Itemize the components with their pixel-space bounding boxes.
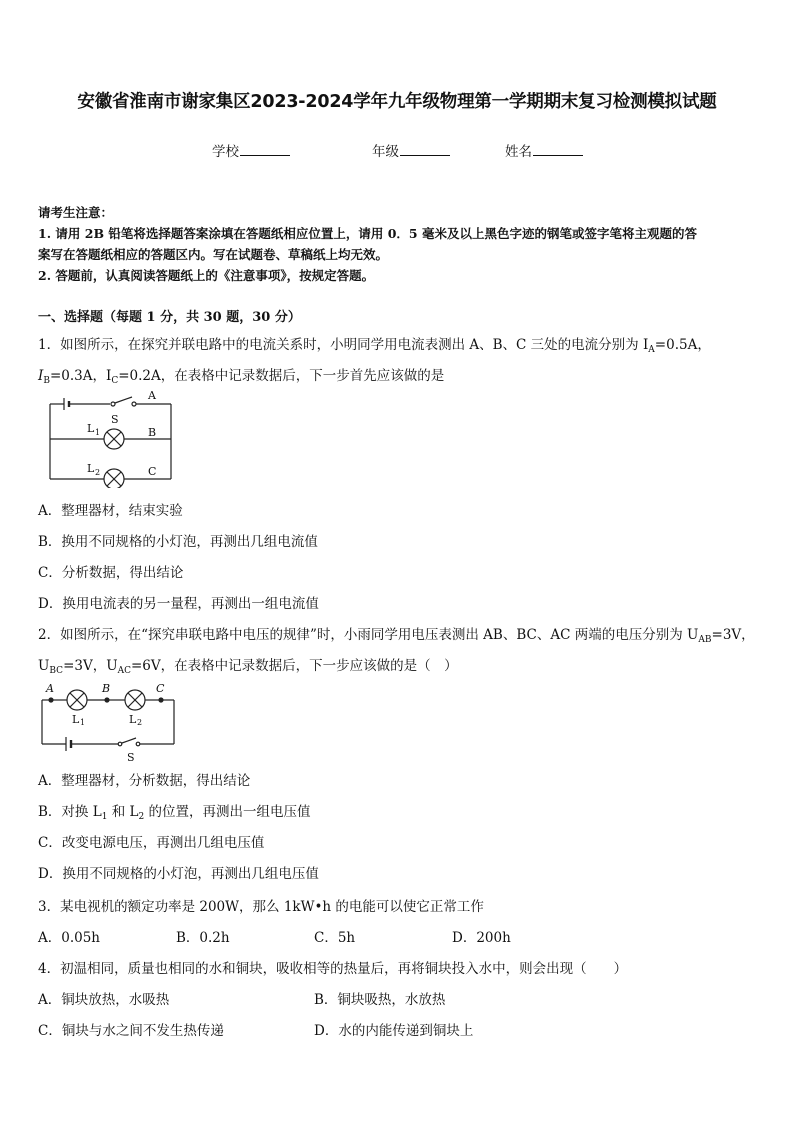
q2-option-d: D．换用不同规格的小灯泡，再测出几组电压值 (38, 866, 319, 882)
school-blank (240, 143, 290, 156)
grade-blank (400, 143, 450, 156)
q1-line1-tail: =0.5A， (654, 337, 711, 353)
q2-fig-l2: L (129, 713, 137, 726)
q2-option-b-pre: B．对换 L (38, 804, 102, 820)
q3-option-c: C．5h (314, 930, 356, 946)
notice-item2: 2. 答题前，认真阅读答题纸上的《注意事项》，按规定答题。 (38, 268, 375, 283)
q3-option-a: A．0.05h (38, 930, 101, 946)
q2-line1 (38, 623, 755, 645)
q1-line1 (38, 333, 711, 355)
node-a (49, 698, 53, 702)
q3-line: 3．某电视机的额定功率是 200W，那么 1kW•h 的电能可以使它正常工作 (38, 899, 484, 915)
q2-sub-ab: AB (698, 635, 712, 645)
switch-contact-left (111, 402, 115, 406)
q1-option-c: C．分析数据，得出结论 (38, 565, 184, 581)
q1-fig-b: B (148, 426, 157, 439)
q1-option-b: B．换用不同规格的小灯泡，再测出几组电流值 (38, 534, 318, 550)
q2-option-b-sub1: 1 (101, 812, 108, 822)
q2-fig-l2-sub: 2 (137, 718, 143, 727)
grade-field (372, 140, 450, 160)
q1-fig-l2-sub: 2 (95, 468, 101, 477)
school-label: 学校 (212, 144, 239, 160)
school-field (212, 140, 290, 160)
grade-label: 年级 (372, 144, 399, 160)
node-c (159, 698, 163, 702)
notice-heading: 请考生注意： (38, 205, 114, 220)
q1-parallel-circuit-diagram (38, 388, 178, 488)
q4-option-d: D．水的内能传递到铜块上 (314, 1023, 474, 1039)
q1-line2-tail: =0.2A，在表格中记录数据后，下一步首先应该做的是 (118, 368, 445, 384)
q2-series-circuit-diagram (38, 680, 183, 765)
q2-line2 (38, 654, 458, 676)
q2-fig-a: A (46, 682, 54, 695)
q1-fig-a: A (148, 389, 156, 402)
q2-option-b-sub2: 2 (138, 812, 145, 822)
q3-option-d: D．200h (452, 930, 511, 946)
switch-contact-right (132, 402, 136, 406)
q2-sub-ac: AC (117, 666, 131, 676)
q1-line1-text: 1．如图所示，在探究并联电路中的电流关系时，小明同学用电流表测出 A、B、C 三处的电流分别为 I (38, 337, 649, 353)
notice-item1-line2: 案写在答题纸相应的答题区内。写在试题卷、草稿纸上均无效。 (38, 247, 389, 262)
node-b (105, 698, 109, 702)
q1-sub-c: C (111, 376, 119, 386)
q2-line1-text: 2．如图所示，在“探究串联电路中电压的规律”时，小雨同学用电压表测出 AB、BC、AC 两端的电压分别为 U (38, 627, 699, 643)
q2-option-b-tail: 的位置，再测出一组电压值 (144, 804, 311, 820)
name-label: 姓名 (505, 144, 532, 160)
q2-sub-bc: BC (49, 666, 64, 676)
switch-blade (122, 738, 136, 743)
q2-fig-l1: L (72, 713, 80, 726)
name-field (505, 140, 583, 160)
q2-option-a: A．整理器材，分析数据，得出结论 (38, 773, 251, 789)
q2-line2-mid: =3V，U (63, 658, 118, 674)
q2-line2-tail: =6V，在表格中记录数据后，下一步应该做的是（ ） (130, 658, 458, 674)
q2-fig-c: C (156, 682, 165, 695)
q2-option-b-mid: 和 L (107, 804, 139, 820)
q2-fig-b: B (102, 682, 111, 695)
q1-sub-b: B (43, 376, 50, 386)
switch-contact-right (136, 742, 140, 746)
q1-sub-a: A (648, 345, 655, 355)
q1-option-d: D．换用电流表的另一量程，再测出一组电流值 (38, 596, 319, 612)
q2-line1-tail: =3V， (711, 627, 755, 643)
q1-ib: I (38, 368, 44, 384)
q4-option-b: B．铜块吸热，水放热 (314, 992, 446, 1008)
q1-line2-mid: =0.3A，I (49, 368, 112, 384)
q1-fig-s: S (111, 413, 119, 426)
q1-line2 (38, 364, 444, 386)
switch-blade (115, 397, 132, 403)
q1-option-a: A．整理器材，结束实验 (38, 503, 183, 519)
notice-item1-line1: 1. 请用 2B 铅笔将选择题答案涂填在答题纸相应位置上，请用 0．5 毫米及以上黑色字迹的钢笔或签字笔将主观题的答 (38, 226, 697, 241)
name-blank (533, 143, 583, 156)
q1-fig-l1-sub: 1 (95, 428, 101, 437)
section-heading: 一、选择题（每题 1 分，共 30 题，30 分） (38, 310, 301, 325)
q3-option-b: B．0.2h (176, 930, 230, 946)
q2-fig-s: S (127, 751, 135, 764)
page-title: 安徽省淮南市谢家集区2023-2024学年九年级物理第一学期期末复习检测模拟试题 (77, 92, 717, 112)
switch-contact-left (118, 742, 122, 746)
q1-fig-l1: L (87, 422, 95, 435)
q4-option-c: C．铜块与水之间不发生热传递 (38, 1023, 224, 1039)
q2-fig-l1-sub: 1 (80, 718, 86, 727)
q1-fig-c: C (148, 465, 157, 478)
q1-fig-l2: L (87, 462, 95, 475)
q4-option-a: A．铜块放热，水吸热 (38, 992, 170, 1008)
q4-line: 4．初温相同，质量也相同的水和铜块，吸收相等的热量后，再将铜块投入水中，则会出现（ ） (38, 961, 628, 977)
q2-option-c: C．改变电源电压，再测出几组电压值 (38, 835, 265, 851)
q2-u: U (38, 658, 50, 674)
q2-option-b (38, 800, 311, 822)
